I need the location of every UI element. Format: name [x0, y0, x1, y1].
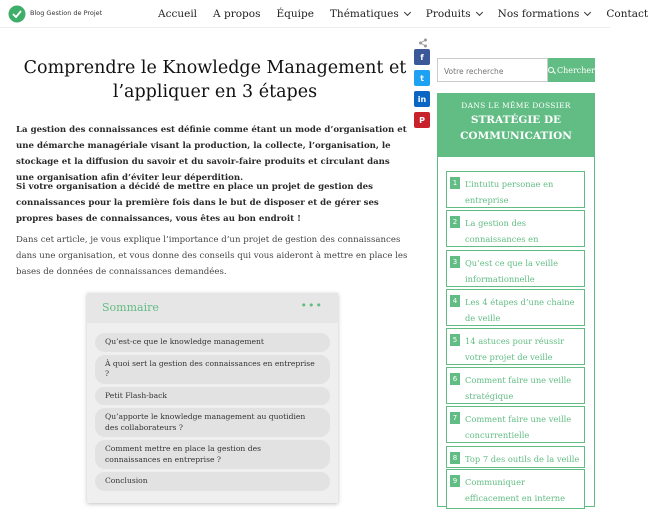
dossier-item[interactable] — [446, 469, 585, 509]
dossier-item[interactable] — [446, 328, 585, 365]
dossier-item-link[interactable]: Qu’est ce que la veille informationnelle — [465, 258, 559, 284]
pinterest-share-button[interactable] — [414, 112, 430, 128]
nav-thematiques[interactable]: Thématiques — [330, 8, 410, 20]
nav-a-propos[interactable]: A propos — [213, 8, 261, 20]
dossier-title — [437, 112, 595, 144]
toc-item[interactable]: Conclusion — [95, 472, 330, 491]
dossier-item-link[interactable]: La gestion des connaissances en — [465, 218, 539, 244]
dossier-item[interactable] — [446, 446, 585, 468]
dossier-title-line1: STRATÉGIE DE — [470, 114, 562, 126]
dossier-item[interactable] — [446, 367, 585, 404]
dossier-item-link[interactable]: Top 7 des outils de la veille — [465, 454, 580, 464]
pinterest-icon: P — [419, 115, 425, 125]
dossier-label: DANS LE MÊME DOSSIER — [461, 101, 571, 110]
toc-title: Sommaire — [102, 301, 159, 314]
dossier-item[interactable] — [446, 289, 585, 326]
logo-icon[interactable] — [8, 5, 26, 23]
site-header — [0, 0, 649, 28]
dossier-item-link[interactable]: Communiquer efficacement en interne — [465, 477, 566, 503]
article-title-line1: Comprendre le Knowledge Management et — [23, 58, 407, 78]
share-icon — [418, 38, 428, 48]
twitter-share-button[interactable] — [414, 70, 430, 86]
toc-item[interactable]: À quoi sert la gestion des connaissances en entreprise ? — [95, 355, 330, 384]
nav-produits[interactable]: Produits — [426, 8, 482, 20]
dossier-item-link[interactable]: Les 4 étapes d’une chaine de veille — [465, 297, 575, 323]
toc-menu-icon[interactable]: ••• — [300, 299, 323, 312]
nav-equipe[interactable]: Équipe — [276, 8, 314, 20]
linkedin-share-button[interactable] — [414, 91, 430, 107]
dossier-item-number: 2 — [450, 216, 460, 228]
dossier-item-number: 6 — [450, 373, 460, 385]
article — [14, 56, 410, 277]
nav-contact[interactable]: Contact — [606, 8, 649, 20]
toc-header[interactable] — [87, 293, 338, 323]
nav-nos-formations[interactable]: Nos formations — [498, 8, 591, 20]
facebook-share-button[interactable] — [414, 49, 430, 65]
table-of-contents — [87, 293, 338, 503]
dossier-item-number: 9 — [450, 475, 460, 487]
article-title — [20, 56, 410, 104]
logo-text[interactable]: Blog Gestion de Projet — [30, 9, 103, 17]
search-box — [437, 58, 548, 82]
dossier-item-link[interactable]: L’intuitu personae en entreprise — [465, 179, 554, 205]
dossier-item-number: 5 — [450, 334, 460, 346]
search-icon — [548, 67, 554, 73]
search-button[interactable] — [548, 58, 595, 82]
dossier-item[interactable] — [446, 210, 585, 247]
chevron-down-icon — [404, 9, 411, 16]
toc-item[interactable]: Petit Flash-back — [95, 387, 330, 406]
dossier-item-link[interactable]: Comment faire une veille stratégique — [465, 375, 572, 401]
dossier-item-link[interactable]: 14 astuces pour réussir votre projet de veille — [465, 336, 565, 362]
linkedin-icon: in — [417, 94, 427, 104]
dossier-item-number: 3 — [450, 256, 460, 268]
intro-paragraph-1: La gestion des connaissances est définie comme étant un mode d’organisation et une démarche managériale visant la production, la collecte, l’organisation, le stockage et la diffusion du savoir et du savoir-faire produits et circulant dans une organisation afin d’éviter leur déperdition. — [16, 125, 407, 183]
chevron-down-icon — [584, 9, 591, 16]
twitter-icon: t — [420, 73, 424, 83]
search-input[interactable] — [438, 61, 547, 83]
facebook-icon: f — [420, 52, 424, 62]
toc-item[interactable]: Qu’apporte le knowledge management au quotidien des collaborateurs ? — [95, 408, 330, 437]
dossier-item-link[interactable]: Comment faire une veille concurrentielle — [465, 414, 572, 440]
dossier-title-line2: COMMUNICATION — [460, 130, 572, 142]
dossier-item-number: 7 — [450, 412, 460, 424]
chevron-down-icon — [476, 9, 483, 16]
main-nav — [158, 0, 664, 28]
toc-item[interactable]: Qu’est-ce que le knowledge management — [95, 333, 330, 352]
nav-accueil[interactable]: Accueil — [158, 8, 198, 20]
dossier-item[interactable] — [446, 406, 585, 443]
dossier-item-number: 8 — [450, 452, 460, 464]
dossier-header — [437, 93, 595, 157]
toc-item[interactable]: Comment mettre en place la gestion des connaissances en entreprise ? — [95, 440, 330, 469]
article-title-line2: l’appliquer en 3 étapes — [112, 82, 318, 102]
toc-list — [95, 333, 330, 494]
search-button-label: Chercher — [556, 65, 595, 75]
dossier-item[interactable] — [446, 250, 585, 287]
dossier-item-number: 4 — [450, 295, 460, 307]
intro-paragraph-2: Si votre organisation a décidé de mettre en place un projet de gestion des connaissances pour la première fois dans le but de disposer et de gérer ses propres bases de connaissances, vous êtes au bon endroit ! — [16, 182, 379, 224]
dossier-item[interactable] — [446, 171, 585, 208]
intro-paragraph-3: Dans cet article, je vous explique l’importance d’un projet de gestion des connaissances dans une organisation, et vous donne des conseils qui vous aideront à mettre en place les bases de données de connaissances demandées. — [16, 235, 408, 277]
dossier-item-number: 1 — [450, 177, 460, 189]
